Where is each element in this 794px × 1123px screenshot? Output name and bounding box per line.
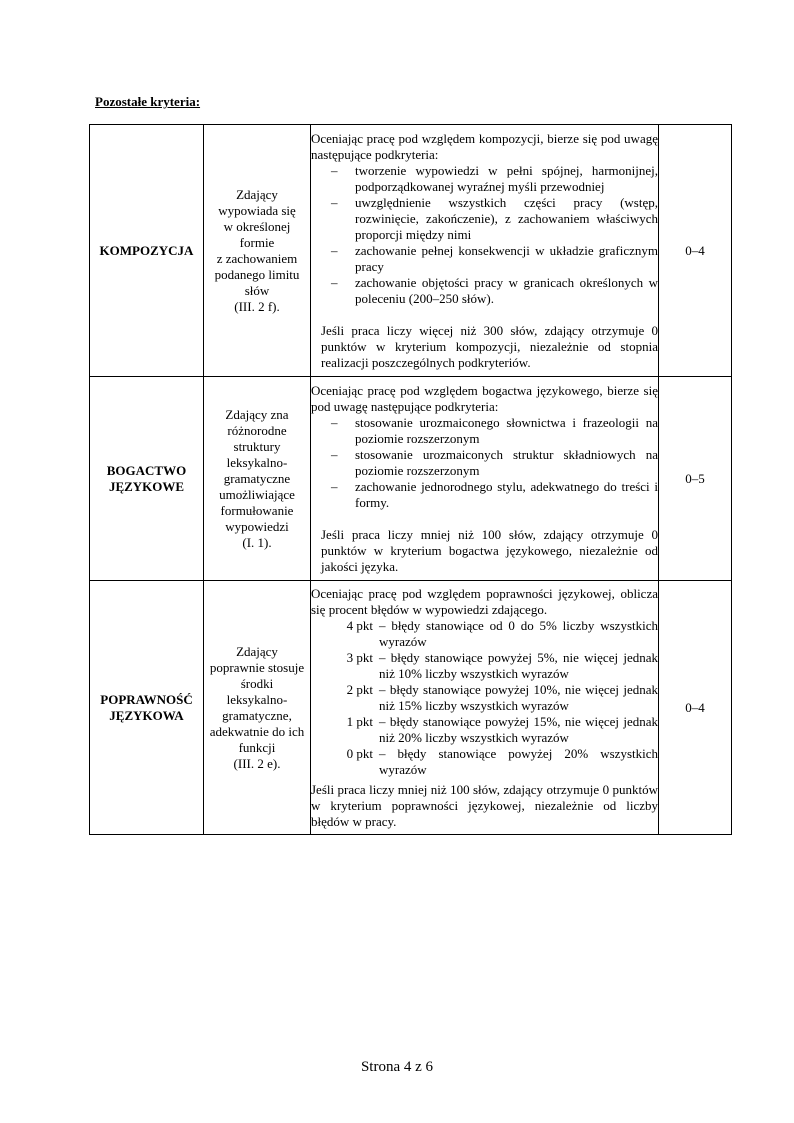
list-item: 0 pkt – błędy stanowiące powyżej 20% wszystkich wyrazów <box>346 745 658 777</box>
criterion-points: 0–4 <box>659 581 732 835</box>
criterion-note: Jeśli praca liczy więcej niż 300 słów, zdający otrzymuje 0 punktów w kryterium kompozycji, niezależnie od stopnia realizacji poszczególnych podkryteriów. <box>321 322 658 370</box>
criterion-name: KOMPOZYCJA <box>90 125 204 377</box>
list-item: – zachowanie pełnej konsekwencji w układzie graficznym pracy <box>331 242 658 274</box>
criterion-intro: Oceniając pracę pod względem bogactwa językowego, bierze się pod uwagę następujące podkryteria: <box>311 382 658 414</box>
criteria-row-kompozycja <box>90 125 732 377</box>
criteria-table <box>89 124 732 835</box>
criterion-requirement: Zdający zna różnorodne struktury leksykalno- gramatyczne umożliwiające formułowanie wypowiedzi (I. 1). <box>204 377 311 581</box>
criterion-details <box>311 377 659 581</box>
criterion-requirement: Zdający poprawnie stosuje środki leksykalno- gramatyczne, adekwatnie do ich funkcji (III. 2 e). <box>204 581 311 835</box>
points-scale <box>311 618 658 778</box>
list-item: – zachowanie objętości pracy w granicach określonych w poleceniu (200–250 słów). <box>331 274 658 306</box>
criterion-points: 0–4 <box>659 125 732 377</box>
list-item: 4 pkt – błędy stanowiące od 0 do 5% liczby wszystkich wyrazów <box>346 617 658 649</box>
criterion-details <box>311 581 659 835</box>
criterion-note: Jeśli praca liczy mniej niż 100 słów, zdający otrzymuje 0 punktów w kryterium poprawności językowej, niezależnie od liczby błędów w pracy. <box>311 781 658 829</box>
page-number: Strona 4 z 6 <box>360 1059 434 1075</box>
criterion-intro: Oceniając pracę pod względem poprawności językowej, oblicza się procent błędów w wypowiedzi zdającego. <box>311 585 658 617</box>
criterion-intro: Oceniając pracę pod względem kompozycji, bierze się pod uwagę następujące podkryteria: <box>311 130 658 162</box>
list-item: – zachowanie jednorodnego stylu, adekwatnego do treści i formy. <box>331 478 658 510</box>
criteria-row-bogactwo <box>90 377 732 581</box>
criterion-requirement: Zdający wypowiada się w określonej formie z zachowaniem podanego limitu słów (III. 2 f). <box>204 125 311 377</box>
criterion-details <box>311 125 659 377</box>
list-item: – stosowanie urozmaiconych struktur składniowych na poziomie rozszerzonym <box>331 446 658 478</box>
list-item: 2 pkt – błędy stanowiące powyżej 10%, nie więcej jednak niż 15% liczby wszystkich wyrazów <box>346 681 658 713</box>
criteria-row-poprawnosc <box>90 581 732 835</box>
criterion-note: Jeśli praca liczy mniej niż 100 słów, zdający otrzymuje 0 punktów w kryterium bogactwa językowego, niezależnie od jakości języka. <box>321 526 658 574</box>
criterion-name: BOGACTWO JĘZYKOWE <box>90 377 204 581</box>
criterion-name: POPRAWNOŚĆ JĘZYKOWA <box>90 581 204 835</box>
subcriteria-list <box>311 415 658 511</box>
criterion-points: 0–5 <box>659 377 732 581</box>
subcriteria-list <box>311 163 658 307</box>
list-item: 3 pkt – błędy stanowiące powyżej 5%, nie więcej jednak niż 10% liczby wszystkich wyrazów <box>346 649 658 681</box>
list-item: 1 pkt – błędy stanowiące powyżej 15%, nie więcej jednak niż 20% liczby wszystkich wyrazów <box>346 713 658 745</box>
list-item: – stosowanie urozmaiconego słownictwa i frazeologii na poziomie rozszerzonym <box>331 414 658 446</box>
section-heading: Pozostałe kryteria: <box>95 94 201 109</box>
list-item: – uwzględnienie wszystkich części pracy (wstęp, rozwinięcie, zakończenie), z zachowaniem właściwych proporcji między nimi <box>331 194 658 242</box>
list-item: – tworzenie wypowiedzi w pełni spójnej, harmonijnej, podporządkowanej wyraźnej myśli przewodniej <box>331 162 658 194</box>
